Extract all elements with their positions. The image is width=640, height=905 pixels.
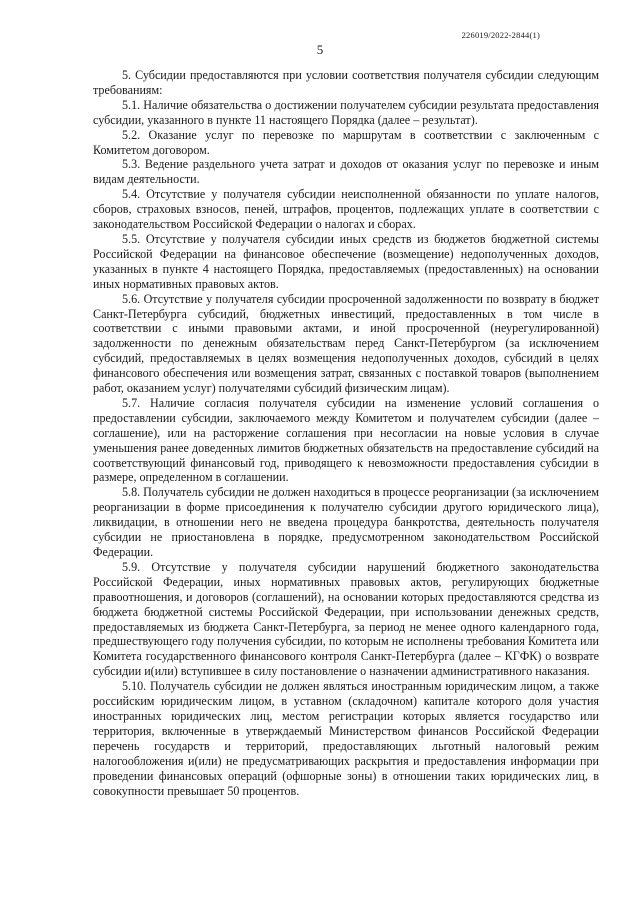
paragraph-5-10: 5.10. Получатель субсидии не должен являться иностранным юридическим лицом, а также российским юридическим лицом, в уставном (складочном) капитале которого доля участия иностранных юридических лиц, местом регистрации которых является государство или территория, включенные в утверждаемый Министерством финансов Российской Федерации перечень государств и территорий, предоставляющих льготный налоговый режим налогообложения и(или) не предусматривающих раскрытия и предоставления информации при проведении финансовых операций (офшорные зоны) в отношении таких юридических лиц, в совокупности превышает 50 процентов.	[93, 679, 599, 798]
paragraph-5-4: 5.4. Отсутствие у получателя субсидии неисполненной обязанности по уплате налогов, сборов, страховых взносов, пеней, штрафов, процентов, подлежащих уплате в соответствии с законодательством Российской Федерации о налогах и сборах.	[93, 187, 599, 232]
document-id: 226019/2022-2844(1)	[461, 30, 540, 40]
paragraph-5-2: 5.2. Оказание услуг по перевозке по маршрутам в соответствии с заключенным с Комитетом договором.	[93, 127, 599, 157]
paragraph-5-3: 5.3. Ведение раздельного учета затрат и доходов от оказания услуг по перевозке и иным видам деятельности.	[93, 157, 599, 187]
paragraph-5-1: 5.1. Наличие обязательства о достижении получателем субсидии результата предоставления субсидии, указанного в пункте 11 настоящего Порядка (далее – результат).	[93, 97, 599, 127]
paragraph-5-8: 5.8. Получатель субсидии не должен находиться в процессе реорганизации (за исключением реорганизации в форме присоединения к получателю субсидии другого юридического лица), ликвидации, в отношении него не введена процедура банкротства, деятельность получателя субсидии не приостановлена в порядке, предусмотренном законодательством Российской Федерации.	[93, 485, 599, 559]
document-body	[93, 68, 599, 798]
page-number: 5	[316, 42, 324, 57]
paragraph-5: 5. Субсидии предоставляются при условии соответствия получателя субсидии следующим требованиям:	[93, 68, 599, 97]
paragraph-5-5: 5.5. Отсутствие у получателя субсидии иных средств из бюджетов бюджетной системы Российской Федерации на финансовое обеспечение (возмещение) недополученных доходов, указанных в пункте 4 настоящего Порядка, предоставляемых (предоставленных) на основании иных нормативных правовых актов.	[93, 231, 599, 291]
paragraph-5-7: 5.7. Наличие согласия получателя субсидии на изменение условий соглашения о предоставлении субсидии, заключаемого между Комитетом и получателем субсидии (далее – соглашение), или на расторжение соглашения при несогласии на новые условия в случае уменьшения ранее доведенных лимитов бюджетных обязательств на предоставление субсидий на соответствующий финансовый год, приводящего к невозможности предоставления субсидии в размере, определенном в соглашении.	[93, 395, 599, 485]
paragraph-5-9: 5.9. Отсутствие у получателя субсидии нарушений бюджетного законодательства Российской Федерации, иных нормативных правовых актов, регулирующих бюджетные правоотношения, и договоров (соглашений), на основании которых предоставляются средства из бюджета бюджетной системы Российской Федерации, при использовании денежных средств, предоставляемых из бюджета Санкт-Петербурга, за период не менее одного календарного года, предшествующего году получения субсидии, по которым не исполнены требования Комитета или Комитета государственного финансового контроля Санкт-Петербурга (далее – КГФК) о возврате субсидии и(или) вступившее в силу постановление о назначении административного наказания.	[93, 559, 599, 679]
paragraph-5-6: 5.6. Отсутствие у получателя субсидии просроченной задолженности по возврату в бюджет Санкт-Петербурга субсидий, бюджетных инвестиций, предоставленных в том числе в соответствии с иными правовыми актами, и иной просроченной (неурегулированной) задолженности по денежным обязательствам перед Санкт-Петербургом (за исключением субсидий, предоставляемых в целях возмещения недополученных доходов, субсидий в целях финансового обеспечения или возмещения затрат, связанных с поставкой товаров (выполнением работ, оказанием услуг) получателями субсидий физическим лицам).	[93, 291, 599, 396]
